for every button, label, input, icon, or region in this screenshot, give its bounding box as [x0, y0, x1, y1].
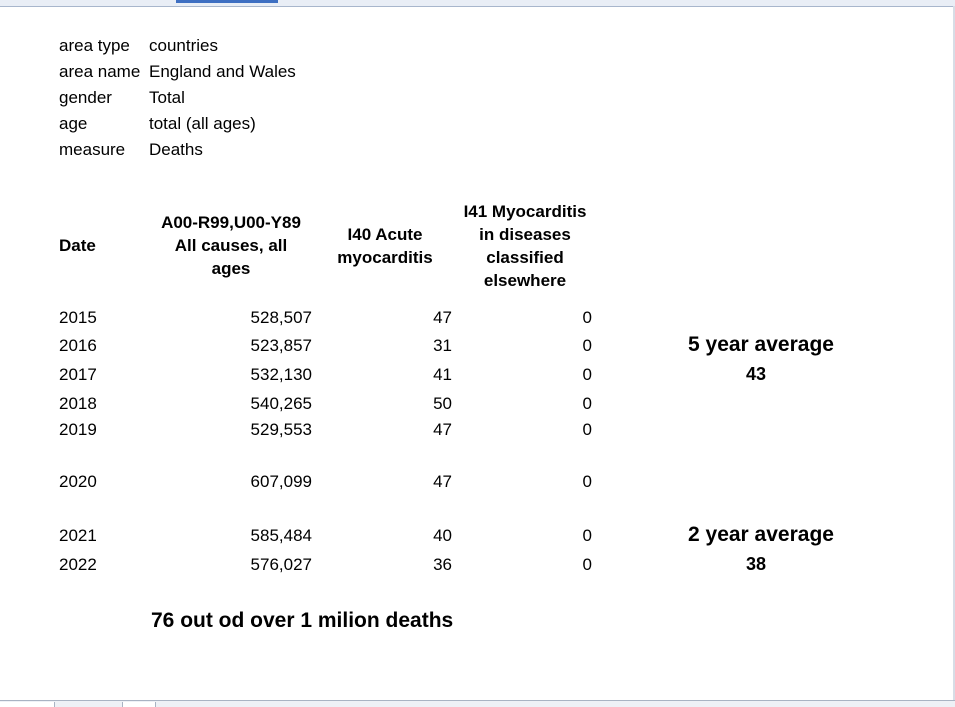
- two-year-average-value: 38: [745, 554, 767, 574]
- active-tab-indicator[interactable]: [176, 0, 278, 3]
- cell-i41: 0: [582, 555, 592, 574]
- cell-all-causes: 529,553: [250, 420, 312, 439]
- summary-note: 76 out od over 1 milion deaths: [151, 609, 454, 632]
- header-i40: [326, 223, 444, 269]
- cell-all-causes: 585,484: [250, 526, 312, 545]
- cell-year: 2016: [59, 336, 97, 355]
- header-i41-line: elsewhere: [483, 271, 567, 290]
- meta-label-age: age: [59, 114, 88, 133]
- cell-i40: 50: [433, 394, 452, 413]
- header-date: Date: [59, 236, 96, 255]
- meta-label-area-type: area type: [59, 36, 130, 55]
- header-i40-line: I40 Acute: [347, 225, 423, 244]
- cell-i40: 41: [433, 365, 452, 384]
- meta-label-area-name: area name: [59, 62, 141, 81]
- header-i40-line: myocarditis: [337, 248, 433, 267]
- cell-i40: 47: [433, 420, 452, 439]
- header-i41-line: in diseases: [479, 225, 571, 244]
- sheet-tab[interactable]: [0, 702, 55, 707]
- meta-value-age: total (all ages): [149, 114, 256, 133]
- header-all-causes: [140, 211, 322, 280]
- sheet-tab[interactable]: [122, 702, 156, 707]
- cell-i40: 40: [433, 526, 452, 545]
- cell-all-causes: 532,130: [250, 365, 312, 384]
- cell-i41: 0: [582, 336, 592, 355]
- cell-i41: 0: [582, 420, 592, 439]
- cell-year: 2018: [59, 394, 97, 413]
- meta-value-measure: Deaths: [149, 140, 203, 159]
- cell-year: 2017: [59, 365, 97, 384]
- cell-year: 2021: [59, 526, 97, 545]
- cell-year: 2015: [59, 308, 97, 327]
- cell-year: 2019: [59, 420, 97, 439]
- header-i41-line: I41 Myocarditis: [463, 202, 587, 221]
- cell-i41: 0: [582, 472, 592, 491]
- cell-i41: 0: [582, 365, 592, 384]
- header-all-causes-line: All causes, all: [174, 236, 288, 255]
- header-i41: [455, 200, 595, 292]
- cell-all-causes: 523,857: [250, 336, 312, 355]
- cell-year: 2022: [59, 555, 97, 574]
- header-i41-line: classified: [486, 248, 564, 267]
- cell-i40: 47: [433, 308, 452, 327]
- header-all-causes-line: A00-R99,U00-Y89: [161, 213, 301, 232]
- cell-all-causes: 607,099: [250, 472, 312, 491]
- two-year-average-label: 2 year average: [688, 523, 834, 546]
- meta-value-area-type: countries: [149, 36, 218, 55]
- cell-i40: 47: [433, 472, 452, 491]
- meta-label-gender: gender: [59, 88, 112, 107]
- cell-all-causes: 576,027: [250, 555, 312, 574]
- cell-all-causes: 540,265: [250, 394, 312, 413]
- cell-all-causes: 528,507: [250, 308, 312, 327]
- cell-i41: 0: [582, 526, 592, 545]
- five-year-average-value: 43: [745, 364, 767, 384]
- header-all-causes-line: ages: [211, 259, 251, 278]
- meta-value-area-name: England and Wales: [149, 62, 296, 81]
- five-year-average-label: 5 year average: [688, 333, 834, 356]
- meta-label-measure: measure: [59, 140, 126, 159]
- meta-value-gender: Total: [149, 88, 185, 107]
- cell-year: 2020: [59, 472, 97, 491]
- window-top-bar: [0, 0, 955, 7]
- cell-i40: 31: [433, 336, 452, 355]
- cell-i41: 0: [582, 308, 592, 327]
- cell-i40: 36: [433, 555, 452, 574]
- cell-i41: 0: [582, 394, 592, 413]
